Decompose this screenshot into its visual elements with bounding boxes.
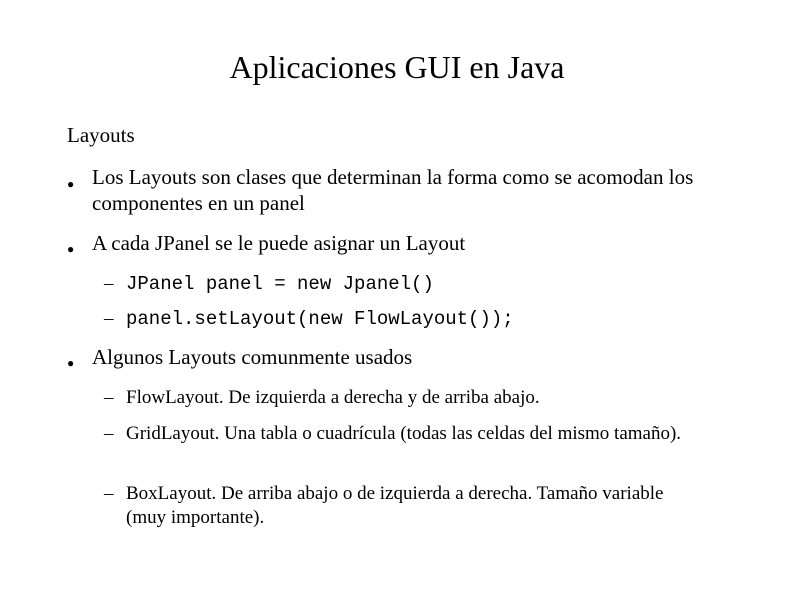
list-item: Los Layouts son clases que determinan la forma como se acomodan los componentes en un panel [92, 165, 694, 215]
list-item: Algunos Layouts comunmente usados [92, 345, 413, 369]
code-line: panel.setLayout(new FlowLayout()); [126, 308, 514, 330]
sub-list-item: FlowLayout. De izquierda a derecha y de arriba abajo. [126, 387, 540, 408]
sub-list-item: GridLayout. Una tabla o cuadrícula (todas las celdas del mismo tamaño). [126, 423, 682, 444]
dash-icon: – [104, 273, 114, 294]
bullet-icon: ● [67, 242, 75, 256]
code-line: JPanel panel = new Jpanel() [126, 273, 434, 295]
sub-list-item: BoxLayout. De arriba abajo o de izquierda a derecha. Tamaño variable (muy importante). [126, 483, 664, 528]
list-item: A cada JPanel se le puede asignar un Layout [92, 231, 466, 255]
dash-icon: – [104, 308, 114, 329]
bullet-icon: ● [67, 356, 75, 370]
bullet-icon: ● [67, 177, 75, 191]
section-heading: Layouts [67, 123, 135, 147]
dash-icon: – [104, 423, 114, 444]
dash-icon: – [104, 387, 114, 408]
slide-title: Aplicaciones GUI en Java [229, 49, 565, 85]
dash-icon: – [104, 483, 114, 504]
